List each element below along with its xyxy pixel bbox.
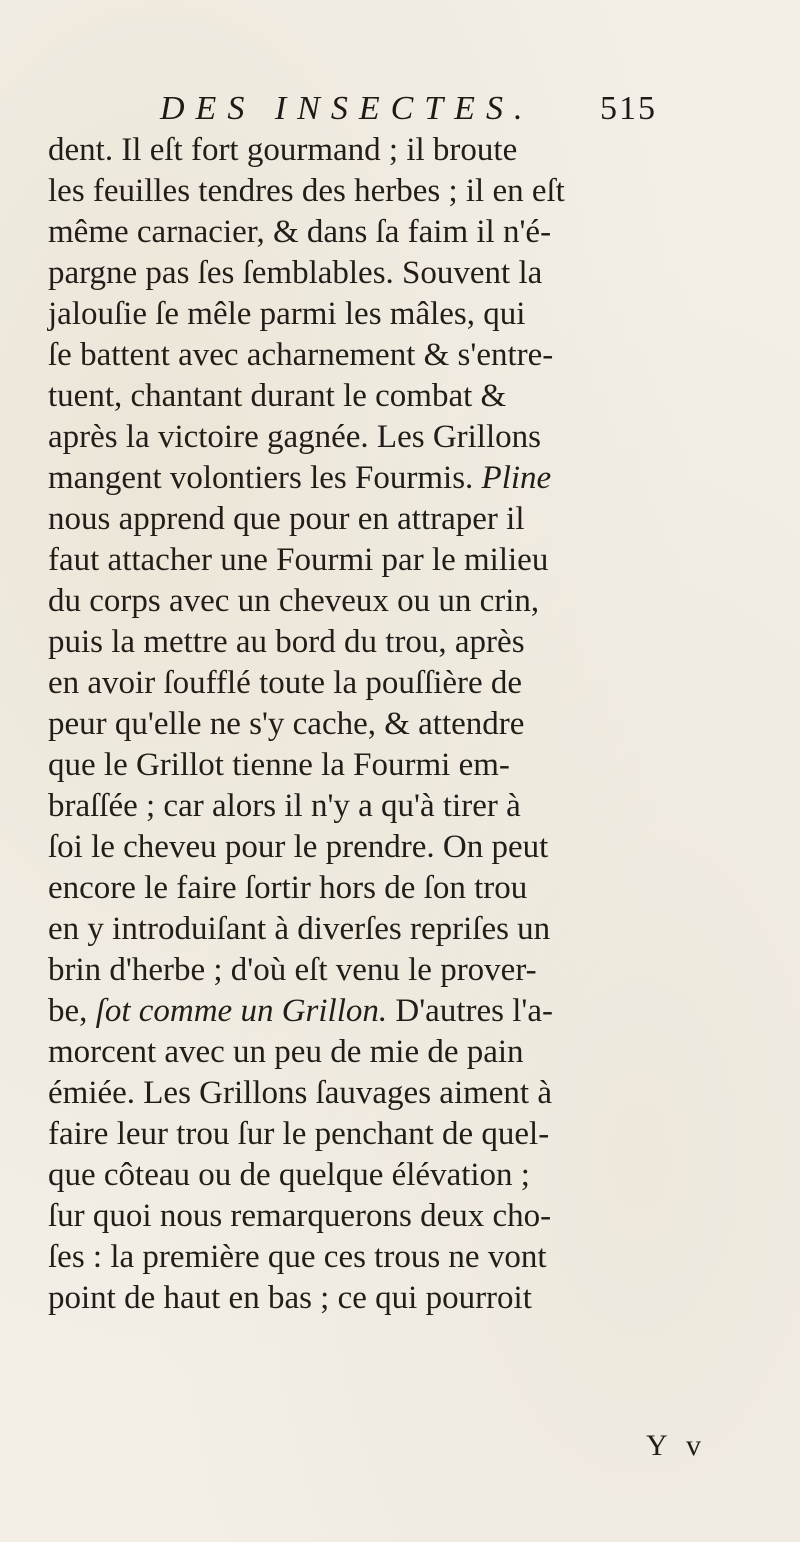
text-line: tuent, chantant durant le combat & [48, 378, 507, 414]
catchword: Y v [646, 1429, 708, 1462]
text-line: dent. Il eſt fort gourmand ; il broute [48, 132, 518, 168]
running-head [0, 90, 800, 130]
text-line: point de haut en bas ; ce qui pourroit [48, 1280, 532, 1316]
running-title: DES INSECTES. [160, 90, 534, 127]
text-line: nous apprend que pour en attraper il [48, 501, 525, 537]
text-line: peur qu'elle ne s'y cache, & attendre [48, 706, 525, 742]
text-line-roman: mangent volontiers les Fourmis. [48, 460, 482, 496]
text-line: morcent avec un peu de mie de pain [48, 1034, 524, 1070]
text-line: même carnacier, & dans ſa faim il n'é- [48, 214, 552, 250]
text-line: brin d'herbe ; d'où eſt venu le prover- [48, 952, 537, 988]
text-line: les feuilles tendres des herbes ; il en eſt [48, 173, 565, 209]
text-line-roman: be, [48, 993, 96, 1029]
text-line: ſe battent avec acharnement & s'entre- [48, 337, 554, 373]
text-line: pargne pas ſes ſemblables. Souvent la [48, 255, 543, 291]
italic-name-pline: Pline [481, 460, 552, 496]
text-line: faut attacher une Fourmi par le milieu [48, 542, 549, 578]
text-line: après la victoire gagnée. Les Grillons [48, 419, 541, 455]
text-line: ſes : la première que ces trous ne vont [48, 1239, 547, 1275]
text-line: que le Grillot tienne la Fourmi em- [48, 747, 510, 783]
text-line: en avoir ſoufflé toute la pouſſière de [48, 665, 523, 701]
italic-proverb: ſot comme un Grillon. [95, 993, 388, 1029]
text-line: en y introduiſant à diverſes repriſes un [48, 911, 551, 947]
text-line [48, 991, 553, 1031]
text-line: braſſée ; car alors il n'y a qu'à tirer à [48, 788, 521, 824]
text-line: émiée. Les Grillons ſauvages aiment à [48, 1075, 552, 1111]
text-line: encore le faire ſortir hors de ſon trou [48, 870, 528, 906]
text-line: puis la mettre au bord du trou, après [48, 624, 525, 660]
text-line: que côteau ou de quelque élévation ; [48, 1157, 530, 1193]
text-line [48, 458, 551, 498]
text-line: du corps avec un cheveux ou un crin, [48, 583, 540, 619]
text-line: faire leur trou ſur le penchant de quel- [48, 1116, 550, 1152]
text-line: ſur quoi nous remarquerons deux cho- [48, 1198, 552, 1234]
page-number: 515 [600, 90, 657, 127]
text-line: jalouſie ſe mêle parmi les mâles, qui [48, 296, 526, 332]
text-line: ſoi le cheveu pour le prendre. On peut [48, 829, 549, 865]
text-line-roman-after: D'autres l'a- [387, 993, 553, 1029]
